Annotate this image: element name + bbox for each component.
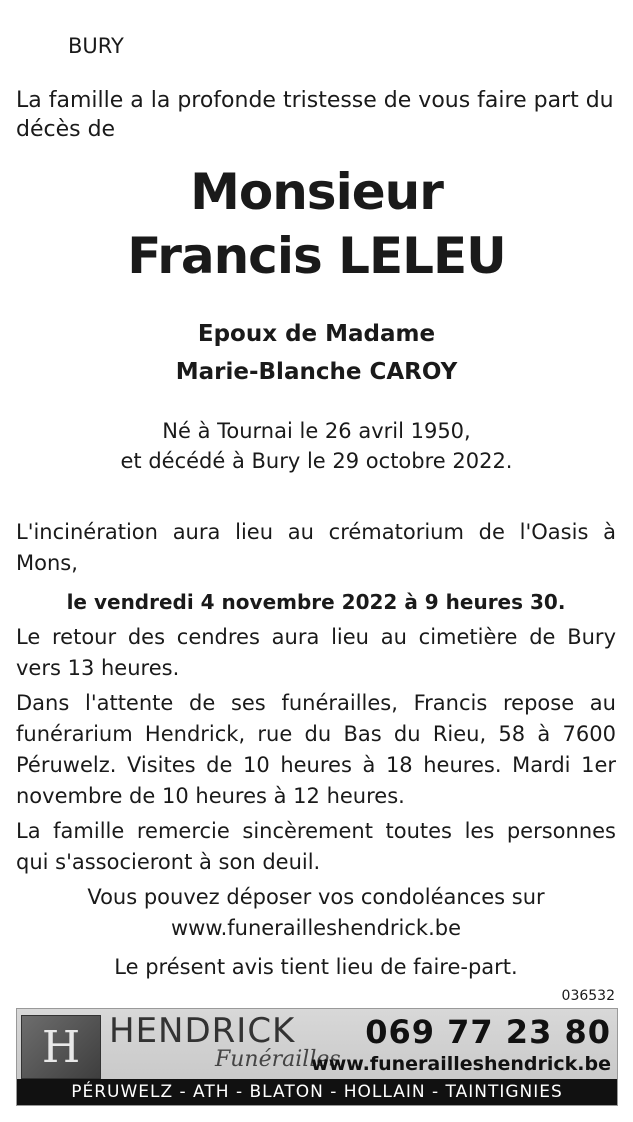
branch-locations: PÉRUWELZ - ATH - BLATON - HOLLAIN - TAINTIGNIES — [17, 1079, 617, 1105]
deceased-title: Monsieur — [190, 163, 443, 221]
deceased-name: Francis LELEU — [127, 227, 506, 285]
death-line: et décédé à Bury le 29 octobre 2022. — [120, 449, 513, 473]
visits-text: Dans l'attente de ses funérailles, Francis repose au funérarium Hendrick, rue du Bas du Rieu, 58 à 7600 Péruwelz. Visites de 10 heures à 18 heures. Mardi 1er novembre de 10 heures à 12 heures. — [16, 691, 616, 808]
brand-subtitle: Funérailles — [215, 1047, 341, 1072]
body-text — [16, 517, 616, 983]
spouse-line-1: Epoux de Madame — [197, 321, 436, 347]
brand-name: HENDRICK — [109, 1011, 296, 1051]
funeral-home-logo — [21, 1015, 101, 1079]
cremation-text: L'incinération aura lieu au crématorium de l'Oasis à Mons, — [16, 520, 616, 575]
condolences-text: Vous pouvez déposer vos condoléances sur — [87, 885, 545, 909]
intro-text: La famille a la profonde tristesse de vous faire part du décès de — [16, 88, 614, 142]
funeral-home-banner — [16, 1008, 618, 1106]
spouse-line-2: Marie-Blanche CAROY — [175, 359, 458, 385]
spouse-block — [0, 315, 633, 391]
ashes-text: Le retour des cendres aura lieu au cimetière de Bury vers 13 heures. — [16, 625, 616, 680]
cremation-date: le vendredi 4 novembre 2022 à 9 heures 30. — [66, 590, 566, 614]
birth-line: Né à Tournai le 26 avril 1950, — [162, 419, 471, 443]
logo-letter: H — [41, 1022, 81, 1073]
banner-website-link[interactable]: www.funerailleshendrick.be — [311, 1053, 611, 1075]
birth-death-block — [0, 416, 633, 476]
reference-number: 036532 — [561, 988, 615, 1004]
deceased-name-block — [0, 160, 633, 288]
condolences-link[interactable]: www.funerailleshendrick.be — [170, 916, 462, 940]
phone-number[interactable]: 069 77 23 80 — [365, 1013, 611, 1051]
thanks-text: La famille remercie sincèrement toutes les personnes qui s'associeront à son deuil. — [16, 819, 616, 874]
notice-text: Le présent avis tient lieu de faire-part. — [114, 955, 518, 979]
location-heading: BURY — [68, 34, 124, 58]
